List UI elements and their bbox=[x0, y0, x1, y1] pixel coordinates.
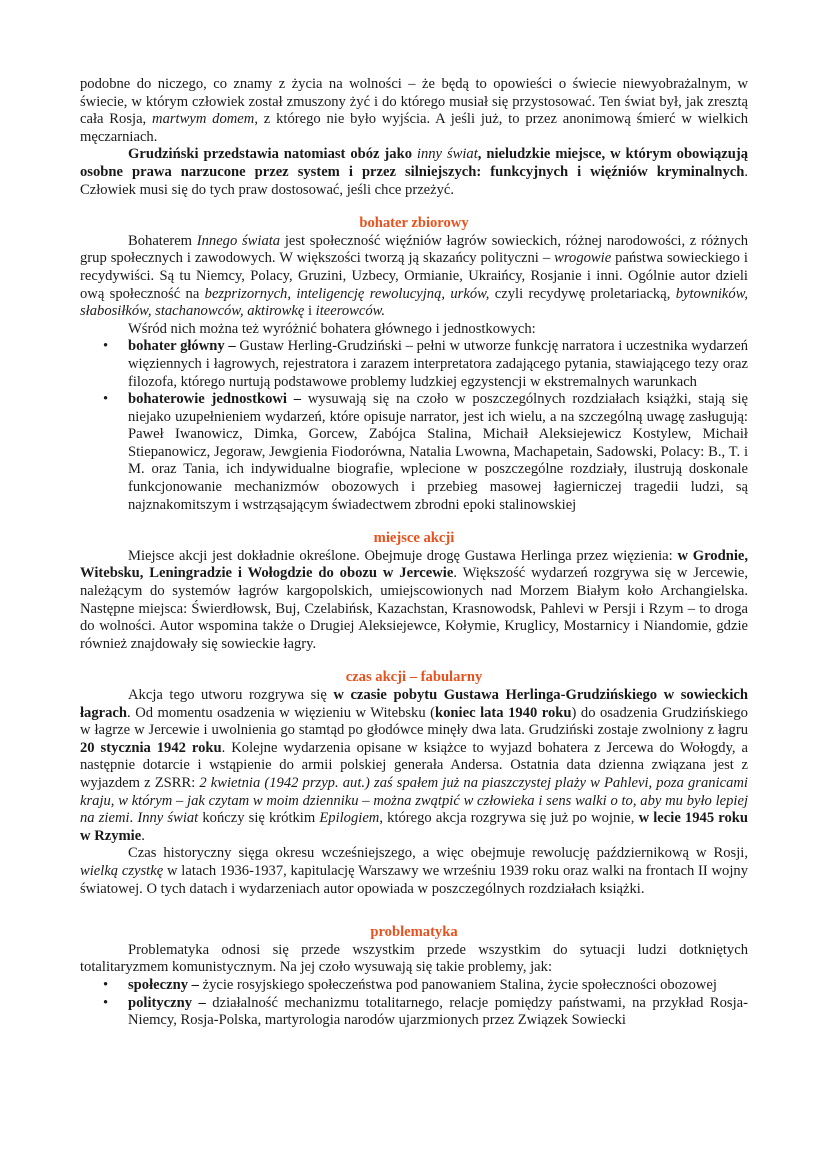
italic-text: wielką czystkę bbox=[80, 862, 164, 879]
section-paragraph: Wśród nich można też wyróżnić bohatera głównego i jednostkowych: bbox=[128, 320, 536, 337]
bold-text: w czasie pobytu Gustawa Herlinga-Grudzińskiego w sowieckich łagrach bbox=[80, 687, 749, 721]
list-item-text: społeczny – życie rosyjskiego społeczeństwa pod panowaniem Stalina, życie społeczności obozowej bbox=[128, 976, 717, 993]
list-item bbox=[103, 994, 748, 1030]
italic-text: wrogowie bbox=[554, 250, 612, 267]
bold-text: polityczny – bbox=[128, 994, 206, 1011]
bold-text: społeczny – bbox=[128, 976, 199, 993]
bullet-icon: • bbox=[103, 976, 109, 993]
section-paragraph: Miejsce akcji jest dokładnie określone. Obejmuje drogę Gustawa Herlinga przez więzienia: w Grodnie, Witebsku, Leningradzie i Wołogdzie do obozu w Jercewie. Większość wydarzeń rozgrywa się w Jercewie, należącym do systemów łagrów kargopolskich, umiejscowionych nad Morzem Białym koło Archangielska. Następne miejsca: Świerdłowsk, Buj, Czelabińsk, Kazachstan, Krasnowodsk, Pahlevi w Persji i Rzym – to droga do wolności. Autor wspomina także o Drugiej Aleksiejewce, Kołymie, Kruglicy, Mostarnicy i Niandomie, gdzie również znajdowały się sowieckie łagry. bbox=[80, 547, 748, 652]
italic-text: Innego świata bbox=[196, 232, 281, 249]
list-item-text: bohater główny – Gustaw Herling-Grudziński – pełni w utworze funkcję narratora i uczestnika wydarzeń więziennych i łagrowych, rejestratora i zarazem interpretatora zadającego pytania, stawiającego tezy oraz filozofa, którego nurtują podstawowe problemy ludzkiej egzystencji w ekstremalnych warunkach bbox=[128, 338, 748, 390]
bullet-list bbox=[80, 338, 748, 514]
section-paragraph: Czas historyczny sięga okresu wcześniejszego, a więc obejmuje rewolucję październikową w Rosji, wielką czystkę w latach 1936-1937, kapitulację Warszawy we wrześniu 1939 roku oraz walki na frontach II wojny światowej. O tych datach i wydarzeniach autor opowiada w poszczególnych rozdziałach książki. bbox=[80, 845, 748, 897]
bullet-icon: • bbox=[103, 338, 109, 355]
intro-paragraph-2: Grudziński przedstawia natomiast obóz jako inny świat, nieludzkie miejsce, w którym obowiązują osobne prawa narzucone przez system i przez silniejszych: funkcyjnych i więźniów kryminalnych. Człowiek musi się do tych praw dostosować, jeśli chce przeżyć. bbox=[80, 146, 748, 198]
bold-text: bohaterowie jednostkowi – bbox=[128, 391, 302, 408]
bullet-icon: • bbox=[103, 994, 109, 1011]
section-place-of-action bbox=[80, 530, 748, 653]
section-paragraph: Problematyka odnosi się przede wszystkim przede wszystkim do sytuacji ludzi dotkniętych totalitaryzmem komunistycznym. Na jej czoło wysuwają się takie problemy, jak: bbox=[80, 941, 748, 976]
bold-text: w Grodnie, Witebsku, Leningradzie i Wołogdzie do obozu w Jercewie bbox=[80, 547, 748, 582]
list-item bbox=[103, 976, 748, 995]
bullet-icon: • bbox=[103, 391, 109, 408]
bold-text: w lecie 1945 roku w Rzymie bbox=[80, 810, 748, 844]
list-item-text: polityczny – działalność mechanizmu totalitarnego, relacje pomiędzy państwami, na przykład Rosja-Niemcy, Rosja-Polska, martyrologia narodów ujarzmionych przez Związek Sowiecki bbox=[128, 994, 748, 1029]
bold-text: koniec lata 1940 roku bbox=[435, 704, 572, 721]
section-time-of-action bbox=[80, 669, 748, 898]
italic-text: 2 kwietnia (1942 przyp. aut.) zaś spałem już na piaszczystej plaży w Pahlevi, poza granicami kraju, w którym – jak czytam w moim dzienniku – można zwątpić w człowieka i sens walki o to, aby mu było lepiej na ziemi bbox=[80, 774, 748, 827]
section-heading: czas akcji – fabularny bbox=[345, 669, 483, 686]
section-heading: miejsce akcji bbox=[373, 530, 455, 547]
document-page bbox=[80, 76, 748, 1030]
list-item bbox=[103, 338, 748, 391]
bullet-list bbox=[80, 977, 748, 1030]
italic-text: inny świat bbox=[416, 146, 478, 163]
list-item bbox=[103, 391, 748, 514]
italic-text: Epilogiem bbox=[319, 810, 380, 827]
section-heading: problematyka bbox=[370, 924, 458, 941]
list-item-text: bohaterowie jednostkowi – wysuwają się na czoło w poszczególnych rozdziałach książki, stają się niejako uzupełnieniem wydarzeń, które opisuje narrator, jest ich wielu, a na szczególną uwagę zasługują: Paweł Iwanowicz, Dimka, Gorcew, Zabójca Stalina, Michaił Aleksiejewicz Kostylew, Michaił Stiepanowicz, Jegoraw, Jewgienia Fiodorówna, Natalia Lwowna, Machapetain, Sadowski, Polacy: B., T. i M. oraz Tania, ich indywidualne biografie, wplecione w poszczególne rozdziały, ilustrują doskonale funkcjonowanie mechanizmów obozowych i przebieg masowej łagierniczej tragedii ludzi, są najznakomitszym i wstrząsającym świadectwem zbrodni epoki stalinowskiej bbox=[128, 391, 748, 513]
italic-text: Inny świat bbox=[137, 810, 199, 827]
bold-text: 20 stycznia 1942 roku bbox=[80, 739, 222, 756]
section-paragraph: Bohaterem Innego świata jest społeczność więźniów łagrów sowieckich, różnej narodowości, z różnych grup społecznych i zawodowych. W większości tworzą ją skazańcy polityczni – wrogowie państwa sowieckiego i recydywiści. Są tu Niemcy, Polacy, Gruzini, Uzbecy, Ormianie, Ukraińcy, Rosjanie i inni. Ogólnie autor dzieli ową społeczność na bezprizornych, inteligencję rewolucyjną, urków, czyli recydywę proletariacką, bytowników, słabosiłków, stachanowców, aktirowkę i iteerowców. bbox=[80, 232, 749, 320]
section-problems bbox=[80, 924, 748, 1030]
section-collective-hero bbox=[80, 215, 748, 514]
bold-text: , nieludzkie miejsce, w którym obowiązują osobne prawa narzucone przez system i przez silniejszych: funkcyjnych i więźniów kryminalnych bbox=[80, 146, 748, 180]
bold-text: bohater główny – bbox=[128, 338, 236, 355]
section-paragraph: Akcja tego utworu rozgrywa się w czasie pobytu Gustawa Herlinga-Grudzińskiego w sowieckich łagrach. Od momentu osadzenia w więzieniu w Witebsku (koniec lata 1940 roku) do osadzenia Grudzińskiego w łagrze w Jercewie i uwolnienia go stamtąd po głodówce minęły dwa lata. Grudziński zostaje zwolniony z łagru 20 stycznia 1942 roku. Kolejne wydarzenia opisane w książce to wyjazd bohatera z Jercewa do Wołogdy, a następnie dotarcie i wstąpienie do armii polskiej generała Andersa. Ostatnia data dzienna związana jest z wyjazdem z ZSRR: 2 kwietnia (1942 przyp. aut.) zaś spałem już na piaszczystej plaży w Pahlevi, poza granicami kraju, w którym – jak czytam w moim dzienniku – można zwątpić w człowieka i sens walki o to, aby mu było lepiej na ziemi. Inny świat kończy się krótkim Epilogiem, którego akcja rozgrywa się już po wojnie, w lecie 1945 roku w Rzymie. bbox=[80, 687, 749, 844]
italic-text: bezprizornych, inteligencję rewolucyjną, urków, bbox=[204, 285, 490, 302]
section-heading: bohater zbiorowy bbox=[359, 215, 469, 232]
italic-text: bytowników, słabosiłków, stachanowców, aktirowkę bbox=[80, 285, 749, 320]
italic-text: iteerowców. bbox=[315, 303, 385, 320]
bold-text: Grudziński przedstawia natomiast obóz jako bbox=[128, 146, 417, 163]
italic-text: martwym domem bbox=[152, 111, 255, 128]
intro-paragraph-1: podobne do niczego, co znamy z życia na wolności – że będą to opowieści o świecie niewyobrażalnym, w świecie, w którym człowiek został zmuszony żyć i do którego musiał się przystosować. Ten świat był, jak zresztą cała Rosja, martwym domem, z którego nie było wyjścia. A jeśli już, to przez anonimową śmierć w wielkich męczarniach. bbox=[80, 76, 748, 145]
